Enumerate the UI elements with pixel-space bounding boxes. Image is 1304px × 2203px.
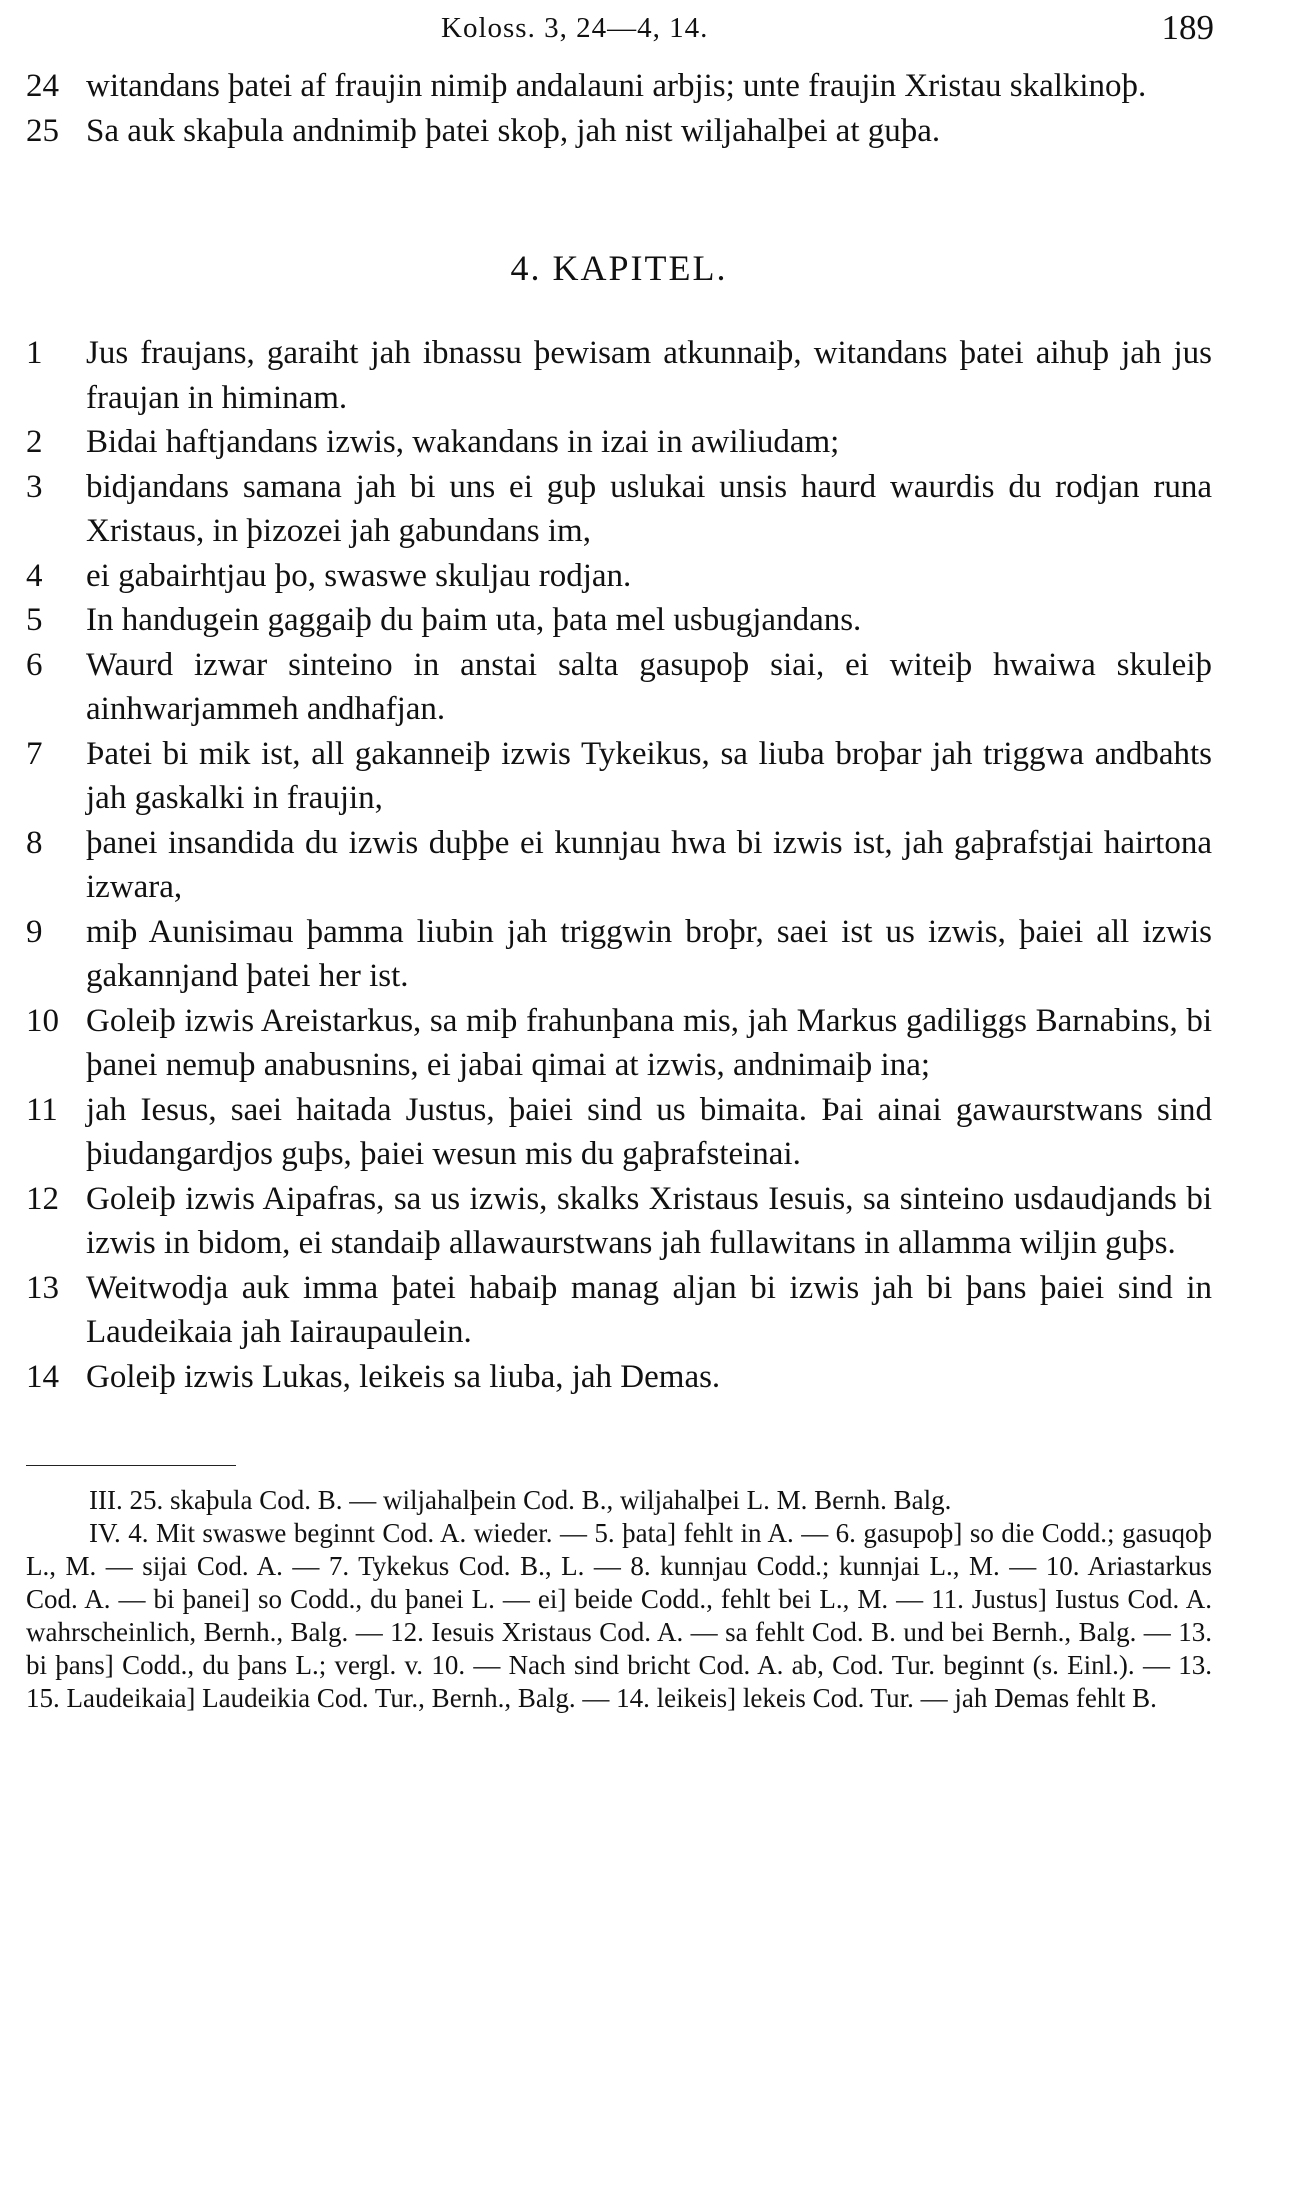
footnote-chapter3: III. 25. skaþula Cod. B. — wiljahalþein Cod. B., wiljahalþei L. M. Bernh. Balg. <box>89 1485 952 1515</box>
verse-text: Jus fraujans, garaiht jah ibnassu þewisam atkunnaiþ, witandans þatei aihuþ jah jus fraujan in himinam. <box>86 335 1212 416</box>
verse <box>26 420 1212 465</box>
verse-text: Goleiþ izwis Lukas, leikeis sa liuba, jah Demas. <box>86 1358 721 1395</box>
verse <box>26 64 1212 109</box>
footnote-chapter4: IV. 4. Mit swaswe beginnt Cod. A. wieder. — 5. þata] fehlt in A. — 6. gasupoþ] so die Codd.; gasuqoþ L., M. — sijai Cod. A. — 7. Tykekus Cod. B., L. — 8. kunnjau Codd.; kunnjai L., M. — 10. Ariastarkus Cod. A. — bi þanei] so Codd., du þanei L. — ei] beide Codd., fehlt bei L., M. — 11. Justus] Iustus Cod. A. wahrscheinlich, Bernh., Balg. — 12. Iesuis Xristaus Cod. A. — sa fehlt Cod. B. und bei Bernh., Balg. — 13. bi þans] Codd., du þans L.; vergl. v. 10. — Nach sind bricht Cod. A. ab, Cod. Tur. beginnt (s. Einl.). — 13. 15. Laudeikaia] Laudeikia Cod. Tur., Bernh., Balg. — 14. leikeis] lekeis Cod. Tur. — jah Demas fehlt B. <box>26 1518 1212 1713</box>
chapter4-verse-list <box>26 331 1212 1399</box>
verse <box>26 554 1212 599</box>
verse-text: Weitwodja auk imma þatei habaiþ manag aljan bi izwis jah bi þans þaiei sind in Laudeikaia jah Iairaupaulein. <box>86 1269 1212 1350</box>
verse-number: 1 <box>26 335 43 371</box>
verse <box>26 109 1212 154</box>
verse <box>26 732 1212 821</box>
verse-text: Waurd izwar sinteino in anstai salta gasupoþ siai, ei witeiþ hwaiwa skuleiþ ainhwarjammeh andhafjan. <box>86 646 1212 727</box>
verse-number: 4 <box>26 557 43 594</box>
verse <box>26 1355 1212 1400</box>
running-head: Koloss. 3, 24—4, 14. <box>441 12 709 44</box>
verse-text: In handugein gaggaiþ du þaim uta, þata mel usbugjandans. <box>86 602 862 638</box>
verse-number: 13 <box>26 1269 59 1306</box>
verse-text: witandans þatei af fraujin nimiþ andalauni arbjis; unte fraujin Xristau skalkinoþ. <box>86 68 1147 104</box>
verse <box>26 821 1212 910</box>
verse <box>26 910 1212 999</box>
verse-text: bidjandans samana jah bi uns ei guþ uslukai unsis haurd waurdis du rodjan runa Xristaus, in þizozei jah gabundans im, <box>86 468 1212 549</box>
verse-number: 11 <box>26 1091 58 1128</box>
verse <box>26 465 1212 554</box>
verse-number: 6 <box>26 646 43 683</box>
verse <box>26 643 1212 732</box>
verse-text: ei gabairhtjau þo, swaswe skuljau rodjan. <box>86 557 632 594</box>
verse-text: þanei insandida du izwis duþþe ei kunnjau hwa bi izwis ist, jah gaþrafstjai hairtona izwara, <box>86 824 1212 905</box>
verse-number: 5 <box>26 602 43 638</box>
verse-text: Þatei bi mik ist, all gakanneiþ izwis Tykeikus, sa liuba broþar jah triggwa andbahts jah gaskalki in fraujin, <box>86 735 1212 816</box>
verse-number: 24 <box>26 68 59 104</box>
verse <box>26 1177 1212 1266</box>
verse-number: 25 <box>26 112 59 149</box>
verse-text: Bidai haftjandans izwis, wakandans in izai in awiliudam; <box>86 424 840 460</box>
verse-text: jah Iesus, saei haitada Justus, þaiei sind us bimaita. Þai ainai gawaurstwans sind þiudangardjos guþs, þaiei wesun mis du gaþrafsteinai. <box>86 1091 1212 1172</box>
verse <box>26 598 1212 643</box>
chapter-heading: 4. KAPITEL. <box>510 248 728 288</box>
verse-number: 2 <box>26 424 43 460</box>
critical-apparatus <box>26 1484 1212 1715</box>
verse-text: Goleiþ izwis Aipafras, sa us izwis, skalks Xristaus Iesuis, sa sinteino usdaudjands bi izwis in bidom, ei standaiþ allawaurstwans jah fullawitans in allamma wiljin guþs. <box>86 1180 1212 1261</box>
verse-number: 14 <box>26 1358 59 1395</box>
verse <box>26 1088 1212 1177</box>
verse <box>26 999 1212 1088</box>
page-header <box>26 0 1212 64</box>
page-number: 189 <box>1161 8 1214 47</box>
verse-text: Goleiþ izwis Areistarkus, sa miþ frahunþana mis, jah Markus gadiliggs Barnabins, bi þanei nemuþ anabusnins, ei jabai qimai at izwis, andnimaiþ ina; <box>86 1002 1212 1083</box>
verse-text: miþ Aunisimau þamma liubin jah triggwin broþr, saei ist us izwis, þaiei all izwis gakannjand þatei her ist. <box>86 913 1212 994</box>
verse-number: 10 <box>26 1002 59 1039</box>
verse-number: 3 <box>26 468 43 505</box>
chapter3-verse-list <box>26 64 1212 153</box>
verse-number: 7 <box>26 735 43 772</box>
verse-number: 8 <box>26 824 43 861</box>
verse-text: Sa auk skaþula andnimiþ þatei skoþ, jah nist wiljahalþei at guþa. <box>86 112 941 149</box>
verse-number: 12 <box>26 1180 59 1217</box>
verse <box>26 1266 1212 1355</box>
footnote-divider <box>26 1465 236 1466</box>
verse-number: 9 <box>26 913 43 950</box>
verse <box>26 331 1212 420</box>
